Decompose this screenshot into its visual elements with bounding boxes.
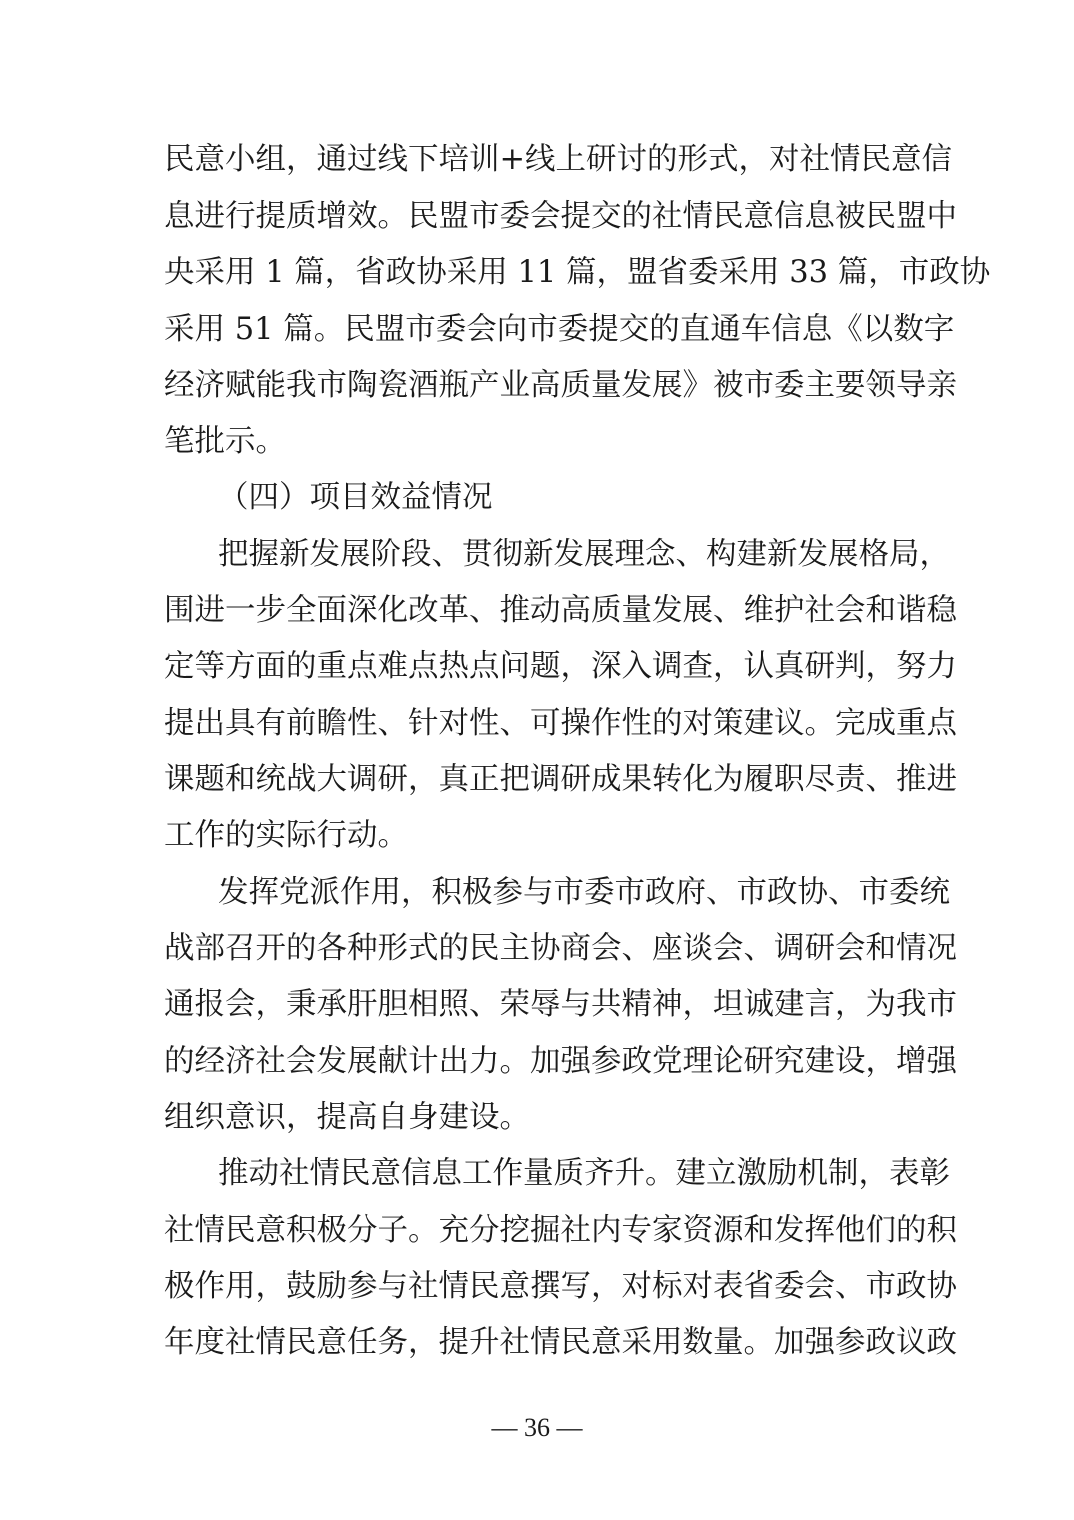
paragraph-first-line: 发挥党派作用，积极参与市委市政府、市政协、市委统 xyxy=(218,875,950,910)
text-line: 通报会，秉承肝胆相照、荣辱与共精神，坦诚建言，为我市 xyxy=(164,987,957,1022)
text-line: 民意小组，通过线下培训+线上研讨的形式，对社情民意信 xyxy=(164,142,953,177)
text-line: 息进行提质增效。民盟市委会提交的社情民意信息被民盟中 xyxy=(164,199,957,234)
text-line: 组织意识，提高自身建设。 xyxy=(164,1100,530,1135)
text-line: 央采用 1 篇，省政协采用 11 篇，盟省委采用 33 篇，市政协 xyxy=(164,255,991,290)
text-line: 经济赋能我市陶瓷酒瓶产业高质量发展》被市委主要领导亲 xyxy=(164,368,957,403)
text-line: 社情民意积极分子。充分挖掘社内专家资源和发挥他们的积 xyxy=(164,1213,957,1248)
paragraph-first-line: 把握新发展阶段、贯彻新发展理念、构建新发展格局， xyxy=(218,537,950,572)
text-line: 课题和统战大调研，真正把调研成果转化为履职尽责、推进 xyxy=(164,762,957,797)
text-line: 笔批示。 xyxy=(164,424,286,459)
page-number: — 36 — xyxy=(491,1413,583,1442)
section-heading: （四）项目效益情况 xyxy=(218,480,493,515)
text-line: 工作的实际行动。 xyxy=(164,818,408,853)
text-line: 围进一步全面深化改革、推动高质量发展、维护社会和谐稳 xyxy=(164,593,957,628)
text-line: 定等方面的重点难点热点问题，深入调查，认真研判，努力 xyxy=(164,649,957,684)
text-line: 的经济社会发展献计出力。加强参政党理论研究建设，增强 xyxy=(164,1044,957,1079)
text-line: 极作用，鼓励参与社情民意撰写，对标对表省委会、市政协 xyxy=(164,1269,957,1304)
text-line: 采用 51 篇。民盟市委会向市委提交的直通车信息《以数字 xyxy=(164,312,955,347)
paragraph-first-line: 推动社情民意信息工作量质齐升。建立激励机制，表彰 xyxy=(218,1156,950,1191)
text-line: 战部召开的各种形式的民主协商会、座谈会、调研会和情况 xyxy=(164,931,957,966)
text-line: 年度社情民意任务，提升社情民意采用数量。加强参政议政 xyxy=(164,1325,957,1360)
text-line: 提出具有前瞻性、针对性、可操作性的对策建议。完成重点 xyxy=(164,706,957,741)
